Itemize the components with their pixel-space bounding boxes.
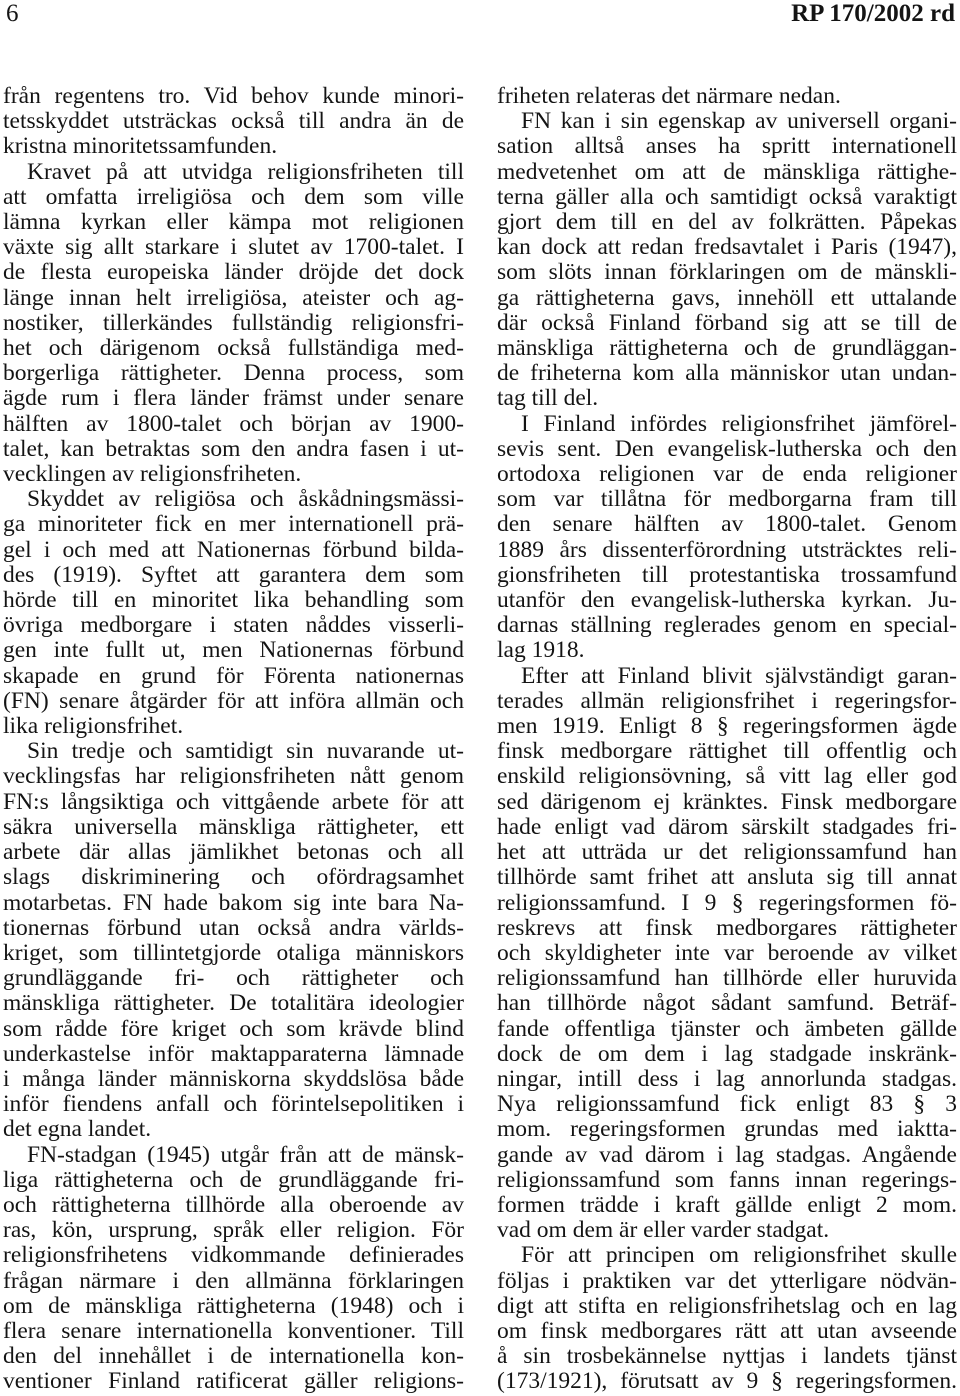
text-line: sed därigenom ej kränktes. Finsk medborgare <box>497 788 957 815</box>
text-line: finsk medborgare rättighet till offentlig och <box>497 738 957 765</box>
text-line: I Finland infördes religionsfrihet jämförel- <box>521 410 957 437</box>
text-line: tetsskyddet utsträckas också till andra än de <box>3 108 464 135</box>
text-line: underkastelse inför maktapparaterna lämnade <box>3 1040 464 1067</box>
text-line: utanför den evangelisk-lutherska kyrkan. Ju- <box>497 587 957 614</box>
text-line: den del innehållet i de internationella kon- <box>3 1343 464 1370</box>
text-line: vecklingsfas har religionsfriheten nått genom <box>3 763 464 790</box>
text-line: gionsfriheten till protestantiska trossamfund <box>497 561 957 588</box>
paragraph <box>497 109 957 411</box>
text-line: följas i praktiken var det ytterligare nödvän- <box>497 1267 957 1294</box>
text-line: från regentens tro. Vid behov kunde minori- <box>3 83 464 109</box>
paragraph <box>3 160 464 488</box>
paragraph <box>3 1143 464 1395</box>
text-line: om de mänskliga rättigheterna (1948) och i <box>3 1292 464 1319</box>
text-line: kriget, som tillintetgjorde otaliga människors <box>3 939 464 966</box>
text-line: att omfatta irreligiösa och dem som ville <box>3 183 464 210</box>
text-line: ventioner Finland ratificerat gäller religions- <box>3 1368 464 1395</box>
text-line: ga rättigheterna gavs, innehöll ett uttalande <box>497 284 957 311</box>
text-line: gjort dem till en del av folkrätten. Påpekas <box>497 209 957 236</box>
text-line: talet, kan betraktas som den andra fasen i ut- <box>3 435 464 462</box>
text-line: sation alltså anses ha spritt internationell <box>497 133 957 160</box>
text-line: i många länder människorna skyddslösa både <box>3 1065 464 1092</box>
text-line: Nya religionssamfund fick enligt 83 § 3 <box>497 1091 957 1118</box>
text-line: religionssamfund han tillhörde eller huruvida <box>497 965 957 992</box>
text-line: ningar, intill dess i lag annorlunda stadgas. <box>497 1065 957 1092</box>
text-line: övriga medborgare i staten nåddes visserli- <box>3 612 464 639</box>
paragraph <box>497 664 957 1244</box>
text-line: liga rättigheterna och de grundläggande fri- <box>3 1166 464 1193</box>
text-line: FN-stadgan (1945) utgår från att de mänsk- <box>27 1141 464 1168</box>
text-line: arbete där allas jämlikhet betonas och all <box>3 839 464 866</box>
text-line: den senare hälften av 1800-talet. Genom <box>497 511 957 538</box>
right-column <box>497 84 957 1395</box>
text-line: FN kan i sin egenskap av universell organi- <box>521 108 957 135</box>
text-line: friheten relateras det närmare nedan. <box>497 83 841 109</box>
text-line: terades allmän religionsfrihet i regeringsfor- <box>497 687 957 714</box>
text-line: terna gäller alla och samtidigt också varaktigt <box>497 183 957 210</box>
text-line: kristna minoritetssamfunden. <box>3 133 278 160</box>
text-line: de flesta europeiska länder dröjde det dock <box>3 259 464 286</box>
text-line: medvetenhet om att de mänskliga rättighe- <box>497 158 957 185</box>
text-line: men 1919. Enligt 8 § regeringsformen ägde <box>497 713 957 740</box>
text-line: grundläggande fri- och rättigheter och <box>3 965 464 992</box>
text-line: het att utträda ur det religionssamfund han <box>497 839 957 866</box>
page-number: 6 <box>6 0 19 27</box>
text-line: växte sig allt starkare i slutet av 1700-talet. I <box>3 234 464 261</box>
text-line: ga minoriteter fick en mer internationell prä- <box>3 511 464 538</box>
text-line: darnas ställning reglerades genom en special- <box>497 612 957 639</box>
text-line: 1889 års dissenterförordning utsträcktes reli- <box>497 536 957 563</box>
text-line: vad om dem är eller varder stadgat. <box>497 1217 830 1244</box>
text-line: ortodoxa religionen var de enda religioner <box>497 461 957 488</box>
text-line: slags diskriminering och ofördragsamhet <box>3 864 464 891</box>
text-line: hälften av 1800-talet och början av 1900- <box>3 410 464 437</box>
text-line: lämna kyrkan eller kämpa mot religionen <box>3 209 464 236</box>
text-line: där också Finland förband sig att se till de <box>497 309 957 336</box>
text-line: kan dock att redan fredsavtalet i Paris (1947), <box>497 234 957 261</box>
text-line: Skyddet av religiösa och åskådningsmässi- <box>27 486 464 513</box>
text-line: inför fiendens anfall och förintelsepolitiken i <box>3 1091 464 1118</box>
text-line: formen trädde i kraft gällde enligt 2 mom. <box>497 1191 957 1218</box>
text-line: religionssamfund. I 9 § regeringsformen fö- <box>497 889 957 916</box>
left-column <box>3 84 464 1395</box>
text-line: som slöts innan förklaringen om de mänskli- <box>497 259 957 286</box>
text-line: säkra universella mänskliga rättigheter, ett <box>3 813 464 840</box>
text-line: som var tillåtna för medborgarna fram till <box>497 486 957 513</box>
text-line: mänskliga rättigheter. De totalitära ideologier <box>3 990 464 1017</box>
text-line: flera senare internationella konventioner. Till <box>3 1317 464 1344</box>
text-line: frågan närmare i den allmänna förklaringen <box>3 1267 464 1294</box>
text-line: tag till del. <box>497 385 599 412</box>
text-line: och skyldigheter inte var beroende av vilket <box>497 939 957 966</box>
text-line: lag 1918. <box>497 637 585 664</box>
text-line: vecklingen av religionsfriheten. <box>3 461 302 488</box>
text-line: borgerliga rättigheter. Denna process, som <box>3 360 464 387</box>
document-id: RP 170/2002 rd <box>791 0 955 27</box>
text-line: skapade en grund för Förenta nationernas <box>3 662 464 689</box>
text-line: digt att stifta en religionsfrihetslag och en lag <box>497 1292 957 1319</box>
text-line: gel i och med att Nationernas förbund bilda- <box>3 536 464 563</box>
text-line: ägde rum i flera länder främst under senare <box>3 385 464 412</box>
text-line: tillhörde samt frihet att ansluta sig till annat <box>497 864 957 891</box>
text-line: ras, kön, ursprung, språk eller religion. För <box>3 1217 464 1244</box>
text-line: och rättigheterna tillhörde alla oberoende av <box>3 1191 464 1218</box>
paragraph <box>497 412 957 664</box>
text-line: religionssamfund som fanns innan regerings- <box>497 1166 957 1193</box>
text-line: (173/1921), förutsatt av 9 § regeringsformen. <box>497 1368 957 1395</box>
text-line: des (1919). Syftet att garantera dem som <box>3 561 464 588</box>
page-header <box>0 0 960 30</box>
paragraph <box>497 1243 957 1394</box>
text-line: mänskliga rättigheterna och de grundläggan- <box>497 335 957 362</box>
text-line: motarbetas. FN hade bakom sig inte bara Na- <box>3 889 464 916</box>
text-line: gande av vad därom i lag stadgas. Angående <box>497 1141 957 1168</box>
paragraph <box>3 84 464 160</box>
text-line: Sin tredje och samtidigt sin nuvarande ut- <box>27 738 464 765</box>
text-line: han tillhörde något sådant samfund. Beträf- <box>497 990 957 1017</box>
text-line: religionsfrihetens vidkommande definierades <box>3 1242 464 1269</box>
paragraph <box>3 739 464 1142</box>
text-line: länge innan helt irreligiösa, ateister och ag- <box>3 284 464 311</box>
text-line: fande offentliga tjänster och ämbeten gällde <box>497 1015 957 1042</box>
paragraph <box>497 84 957 109</box>
text-line: dock de om dem i lag stadgade inskränk- <box>497 1040 957 1067</box>
paragraph <box>3 487 464 739</box>
text-line: hörde till en minoritet lika behandling som <box>3 587 464 614</box>
text-line: de friheterna kom alla människor utan undan- <box>497 360 957 387</box>
text-line: tionernas förbund utan också andra världs- <box>3 914 464 941</box>
text-line: gen inte fullt ut, men Nationernas förbund <box>3 637 464 664</box>
text-line: om finsk medborgares rätt att utan avseende <box>497 1317 957 1344</box>
text-line: het och därigenom också fullständiga med- <box>3 335 464 362</box>
text-line: enskild religionsövning, så vitt lag eller god <box>497 763 957 790</box>
text-line: sevis sent. Den evangelisk-lutherska och den <box>497 435 957 462</box>
text-line: å sin trosbekännelse nyttjas i landets tjänst <box>497 1343 957 1370</box>
text-line: mom. regeringsformen grundas med iaktta- <box>497 1116 957 1143</box>
text-line: FN:s långsiktiga och vittgående arbete för att <box>3 788 464 815</box>
text-line: som rådde före kriget och som krävde blind <box>3 1015 464 1042</box>
text-line: nostiker, tillerkändes fullständig religionsfri- <box>3 309 464 336</box>
text-line: hade enligt vad därom särskilt stadgades fri- <box>497 813 957 840</box>
text-line: det egna landet. <box>3 1116 152 1143</box>
text-line: Efter att Finland blivit självständigt garan- <box>521 662 957 689</box>
text-line: reskrevs att finsk medborgares rättigheter <box>497 914 957 941</box>
text-line: För att principen om religionsfrihet skulle <box>521 1242 957 1269</box>
text-line: Kravet på att utvidga religionsfriheten till <box>27 158 464 185</box>
text-line: lika religionsfrihet. <box>3 713 184 740</box>
text-line: (FN) senare åtgärder för att införa allmän och <box>3 687 464 714</box>
